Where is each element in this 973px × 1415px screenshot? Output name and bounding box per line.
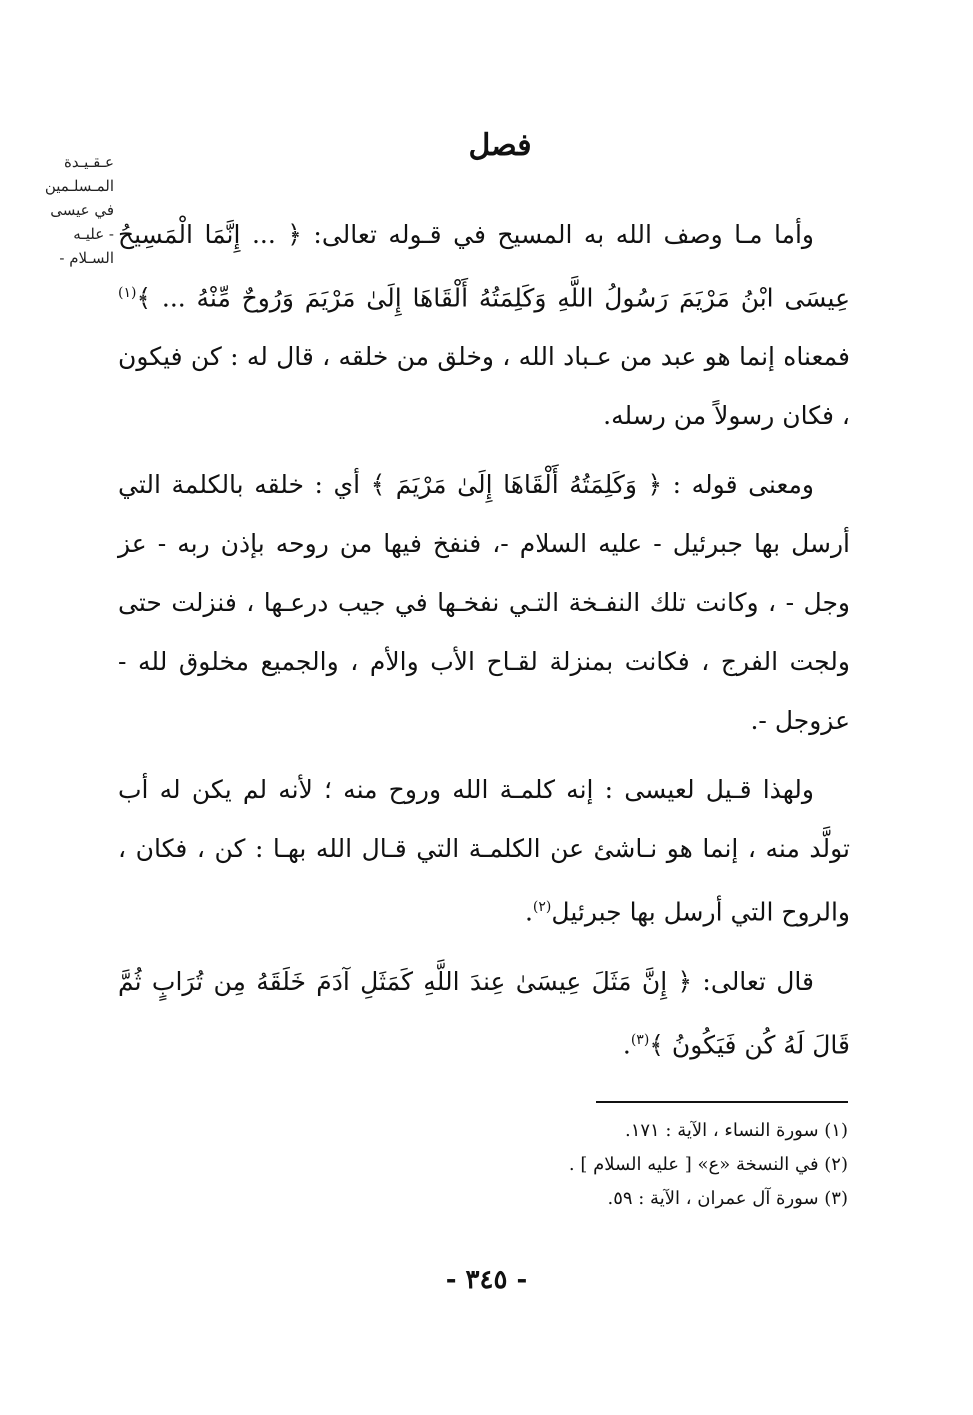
footnote-ref: (٣) (630, 1031, 650, 1048)
footnote-item: (٣) سورة آل عمران ، الآية : ٥٩. (607, 1188, 848, 1209)
margin-note-line: في عيسى (50, 201, 114, 219)
page-number: - ٣٤٥ - (445, 1265, 528, 1295)
paragraph-text: وأما مـا وصف الله به المسيح في قـوله تعالى: ﴿ ... إِنَّمَا الْمَسِيحُ عِيسَى ابْنُ مَرْيَمَ رَسُولُ اللَّهِ وَكَلِمَتُهُ أَلْقَاهَا إِلَىٰ مَرْيَمَ وَرُوحٌ مِّنْهُ ... ﴾ (118, 220, 850, 313)
footnote-divider (596, 1101, 848, 1103)
margin-note (14, 150, 114, 270)
paragraph-text-after: . (524, 897, 533, 927)
paragraph (118, 760, 850, 941)
margin-note-line: السـلام - (59, 249, 114, 267)
margin-note-line: المـسلـمين (44, 177, 114, 195)
footnotes (420, 1114, 848, 1216)
paragraph-text: ولهذا قـيل لعيسى : إنه كلمـة الله وروح منه ؛ لأنه لم يكن له أب تولَّد منه ، إنما هو نـاشئ عن الكلمـة التي قـال الله بهـا : كن ، فكان ، والروح التي أرسل بها جبرئيل (118, 775, 850, 927)
paragraph-text-after: . (622, 1029, 631, 1059)
margin-note-line: عـقـيـدة (64, 153, 114, 171)
section-heading: فصل (468, 128, 532, 163)
paragraph-text: قال تعالى: ﴿ إِنَّ مَثَلَ عِيسَىٰ عِندَ اللَّهِ كَمَثَلِ آدَمَ خَلَقَهُ مِن تُرَابٍ ثُمَّ قَالَ لَهُ كُن فَيَكُونُ ﴾ (118, 966, 850, 1059)
footnote-ref: (٢) (532, 899, 552, 916)
main-text (118, 205, 850, 1084)
paragraph (118, 205, 850, 445)
footnote-ref: (١) (118, 285, 137, 301)
paragraph (118, 952, 850, 1074)
footnote-item: (١) سورة النساء ، الآية : ١٧١. (624, 1120, 848, 1141)
paragraph-text-after: فمعناه إنما هو عبد من عـباد الله ، وخلق من خلقه ، قال له : كن فيكون ، فكان رسولاً من رسله. (118, 342, 850, 431)
margin-note-line: - عليـه (73, 225, 114, 243)
paragraph-text: ومعنى قوله : ﴿ وَكَلِمَتُهُ أَلْقَاهَا إِلَىٰ مَرْيَمَ ﴾ أي : خلقه بالكلمة التي أرسل بها جبرئيل - عليه السلام -، فنفخ فيها من روحه بإذن ربه - عز وجل - ، وكانت تلك النفـخة التـي نفخـها في جيب درعـها ، فنزلت حتى ولجت الفرج ، فكانت بمنزلة لقـاح الأب والأم ، والجميع مخلوق لله - عزوجل -. (118, 470, 850, 736)
paragraph (118, 455, 850, 750)
footnote-item: (٢) في النسخة «ع» [ عليه السلام ] . (568, 1154, 848, 1175)
